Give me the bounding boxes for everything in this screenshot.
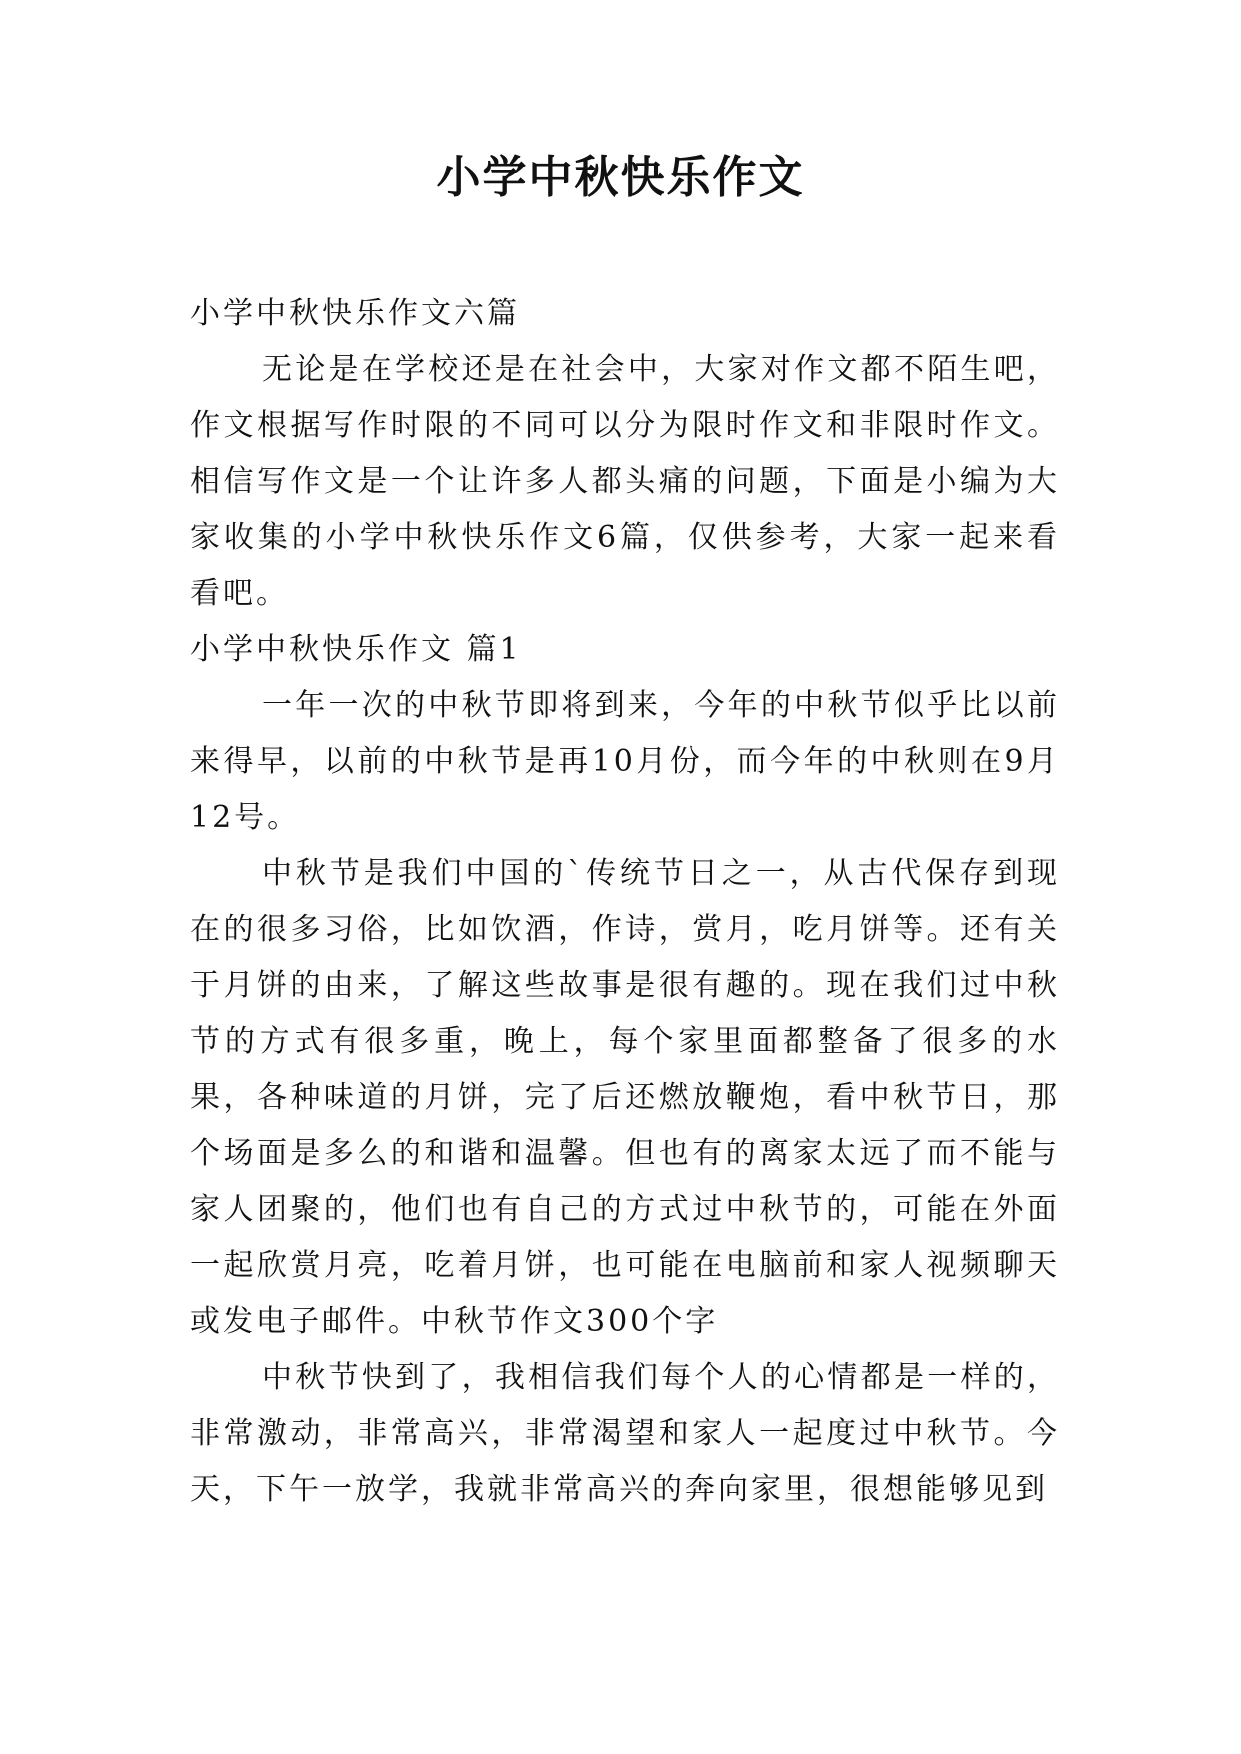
document-body bbox=[190, 286, 1060, 1518]
body-paragraph: 中秋节快到了，我相信我们每个人的心情都是一样的，非常激动，非常高兴，非常渴望和家人一起度过中秋节。今天，下午一放学，我就非常高兴的奔向家里，很想能够见到 bbox=[190, 1360, 1060, 1507]
intro-paragraph: 无论是在学校还是在社会中，大家对作文都不陌生吧，作文根据写作时限的不同可以分为限时作文和非限时作文。相信写作文是一个让许多人都头痛的问题，下面是小编为大家收集的小学中秋快乐作文6篇，仅供参考，大家一起来看看吧。 bbox=[190, 352, 1060, 611]
document-title: 小学中秋快乐作文 bbox=[436, 152, 805, 203]
section-heading: 小学中秋快乐作文 篇1 bbox=[190, 632, 522, 667]
body-paragraph: 中秋节是我们中国的`传统节日之一，从古代保存到现在的很多习俗，比如饮酒，作诗，赏月，吃月饼等。还有关于月饼的由来，了解这些故事是很有趣的。现在我们过中秋节的方式有很多重，晚上，每个家里面都整备了很多的水果，各种味道的月饼，完了后还燃放鞭炮，看中秋节日，那个场面是多么的和谐和温馨。但也有的离家太远了而不能与家人团聚的，他们也有自己的方式过中秋节的，可能在外面一起欣赏月亮，吃着月饼，也可能在电脑前和家人视频聊天或发电子邮件。中秋节作文300个字 bbox=[190, 856, 1060, 1339]
body-paragraph: 一年一次的中秋节即将到来，今年的中秋节似乎比以前来得早，以前的中秋节是再10月份，而今年的中秋则在9月12号。 bbox=[190, 688, 1060, 835]
document-subtitle: 小学中秋快乐作文六篇 bbox=[190, 296, 520, 331]
